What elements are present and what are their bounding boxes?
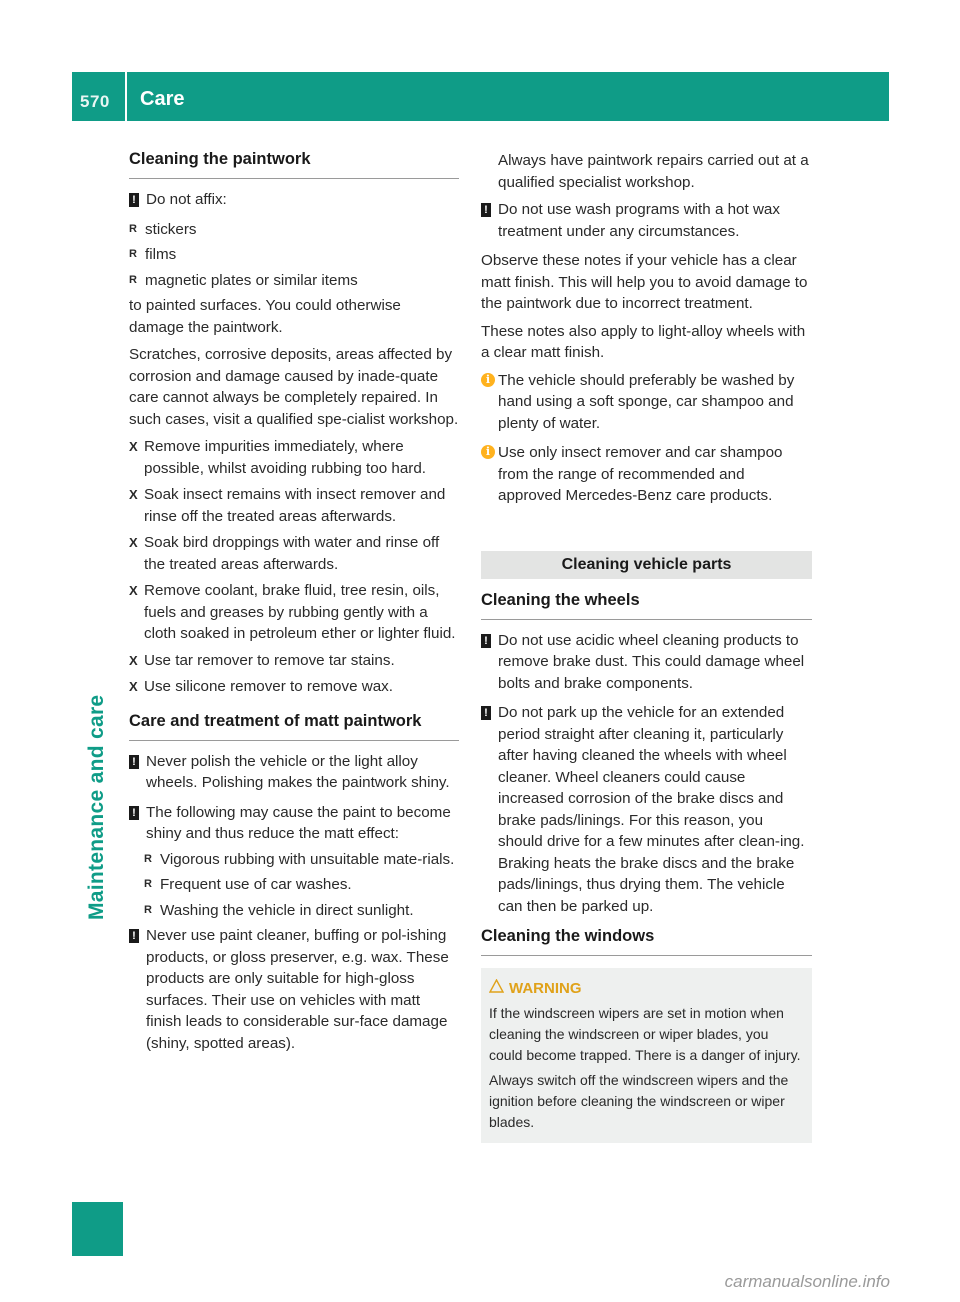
caution-note: ! Do not use acidic wheel cleaning products to remove brake dust. This could damage wheel bolts and brake components. (481, 630, 812, 695)
warning-text: If the windscreen wipers are set in motion when cleaning the windscreen or wiper blades, you could become trapped. There is a danger of injury. (489, 1005, 801, 1063)
list-item: R Washing the vehicle in direct sunlight. (144, 900, 459, 922)
step-list (129, 436, 459, 698)
caution-note: ! Never use paint cleaner, buffing or pol-ishing products, or gloss preserver, e.g. wax. These products are only suitable for high-gloss surfaces. Their use on vehicles with matt finish leads to considerable sur-face damage (shiny, spotted areas). (129, 925, 459, 1054)
info-note: i Use only insect remover and car shampoo from the range of recommended and approved Mercedes-Benz care products. (481, 442, 812, 507)
exclamation-icon: ! (129, 755, 139, 769)
warning-triangle-icon (489, 979, 504, 993)
step-item: X Use tar remover to remove tar stains. (129, 650, 459, 672)
section-banner: Cleaning vehicle parts (481, 551, 812, 579)
exclamation-icon: ! (129, 806, 139, 820)
heading-cleaning-wheels: Cleaning the wheels (481, 591, 812, 620)
arrow-icon: X (129, 487, 138, 502)
note-text: Do not affix: (146, 191, 227, 208)
info-icon: i (481, 373, 495, 387)
list-item: R Frequent use of car washes. (144, 874, 459, 896)
caution-note (129, 189, 459, 211)
exclamation-icon: ! (481, 634, 491, 648)
step-item: X Soak insect remains with insect remover and rinse off the treated areas afterwards. (129, 486, 446, 525)
paragraph: Always have paintwork repairs carried out at a qualified specialist workshop. (498, 152, 809, 191)
step-item: X Use silicone remover to remove wax. (129, 676, 459, 698)
exclamation-icon: ! (481, 203, 491, 217)
bullet-icon: R (144, 852, 152, 865)
warning-text: Always switch off the windscreen wipers and the ignition before cleaning the windscreen or wiper blades. (489, 1072, 789, 1130)
heading-cleaning-paintwork: Cleaning the paintwork (129, 150, 459, 179)
caution-note: ! The following may cause the paint to become shiny and thus reduce the matt effect: (129, 802, 459, 845)
paragraph: Observe these notes if your vehicle has a clear matt finish. This will help you to avoid damage to the paintwork due to incorrect treatment. (481, 252, 808, 312)
bullet-icon: R (129, 273, 137, 286)
left-column (129, 150, 459, 1062)
paragraph: to painted surfaces. You could otherwise damage the paintwork. (129, 297, 401, 336)
arrow-icon: X (129, 439, 138, 454)
bullet-list (129, 219, 459, 292)
paragraph: Scratches, corrosive deposits, areas affected by corrosion and damage caused by inade-quate care cannot always be completely repaired. In such cases, visit a qualified spe-cialist workshop. (129, 346, 459, 428)
section-title: Care (140, 88, 185, 110)
warning-box (481, 968, 812, 1143)
caution-note: ! Never polish the vehicle or the light alloy wheels. Polishing makes the paintwork shiny. (129, 751, 459, 794)
header-bar (72, 72, 889, 121)
side-label: Maintenance and care (85, 695, 108, 921)
caution-note: ! Do not use wash programs with a hot wax treatment under any circumstances. (481, 199, 812, 242)
heading-cleaning-windows: Cleaning the windows (481, 927, 812, 956)
list-item: R magnetic plates or similar items (129, 270, 459, 292)
exclamation-icon: ! (129, 193, 139, 207)
bullet-icon: R (144, 878, 152, 890)
arrow-icon: X (129, 535, 138, 550)
warning-title: WARNING (489, 978, 804, 999)
right-column (481, 150, 812, 1143)
paragraph: These notes also apply to light-alloy wheels with a clear matt finish. (481, 322, 806, 361)
heading-matt-paintwork: Care and treatment of matt paintwork (129, 712, 459, 741)
list-item: R Vigorous rubbing with unsuitable mate-rials. (144, 849, 459, 871)
exclamation-icon: ! (129, 929, 139, 943)
info-icon: i (481, 445, 495, 459)
page-number: 570 (80, 92, 110, 111)
arrow-icon: X (129, 652, 138, 668)
bullet-icon: R (129, 222, 137, 235)
watermark: carmanualsonline.info (724, 1272, 890, 1291)
list-item: R films (129, 244, 459, 266)
step-item: X Remove impurities immediately, where possible, whilst avoiding rubbing too hard. (129, 438, 426, 477)
exclamation-icon: ! (481, 706, 491, 720)
bullet-icon: R (144, 903, 152, 916)
side-tab-marker (72, 1202, 123, 1256)
step-item: X Remove coolant, brake fluid, tree resin, oils, fuels and greases by rubbing gently with a cloth soaked in petroleum ether or lighter fluid. (129, 582, 456, 642)
info-note: i The vehicle should preferably be washed by hand using a soft sponge, car shampoo and plenty of water. (481, 370, 812, 435)
header-divider (125, 72, 127, 121)
arrow-icon: X (129, 583, 138, 598)
arrow-icon: X (129, 679, 138, 694)
step-item: X Soak bird droppings with water and rinse off the treated areas afterwards. (129, 534, 440, 573)
bullet-icon: R (129, 248, 137, 260)
bullet-list (129, 849, 459, 922)
caution-note: ! Do not park up the vehicle for an extended period straight after cleaning it, particularly after having cleaned the wheels with wheel cleaner. Wheel cleaners could cause increased corrosion of the brake discs and brake pads/linings. For this reason, you should drive for a few minutes after clean-ing. Braking heats the brake discs and the brake pads/linings, thus drying them. The vehicle can then be parked up. (481, 702, 812, 917)
list-item: R stickers (129, 219, 459, 241)
